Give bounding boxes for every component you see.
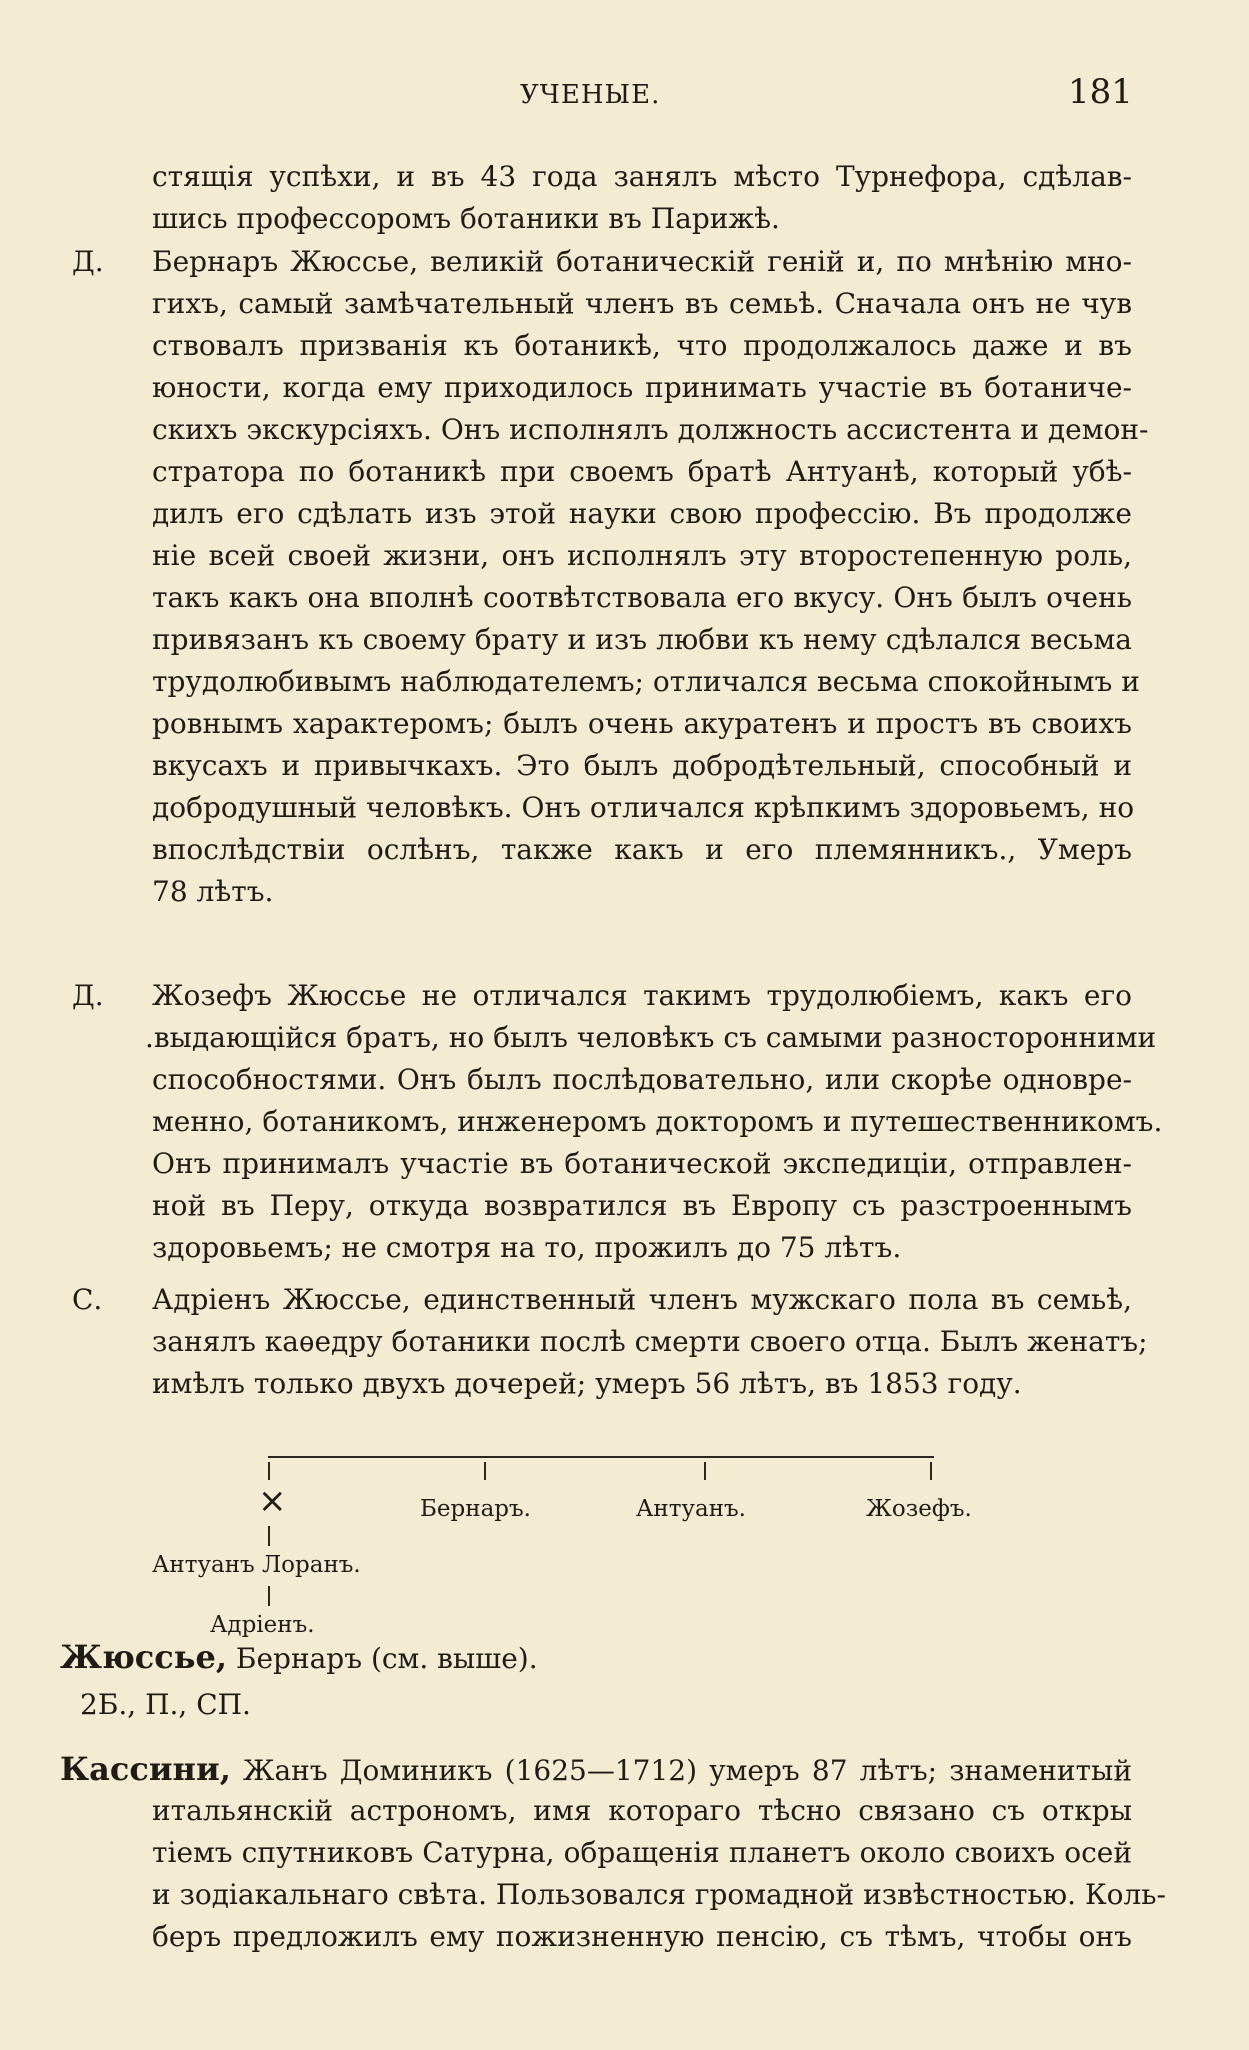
tree-tick <box>930 1462 932 1480</box>
tree-child-bernard: Бернаръ. <box>420 1496 531 1522</box>
page-header <box>0 72 1249 118</box>
text-line: тіемъ спутниковъ Сатурна, обращенія планетъ около своихъ осей <box>152 1836 1132 1869</box>
text-line: такъ какъ она вполнѣ соотвѣтствовала его вкусу. Онъ былъ очень <box>152 581 1132 614</box>
tree-child-joseph: Жозефъ. <box>866 1496 972 1522</box>
paragraph-marker: Д. <box>72 979 104 1012</box>
text-line: привязанъ къ своему брату и изъ любви къ нему сдѣлался весьма <box>152 623 1132 656</box>
text-line: дилъ его сдѣлать изъ этой науки свою профессію. Въ продолже <box>152 497 1132 530</box>
text-line: Жозефъ Жюссье не отличался такимъ трудолюбіемъ, какъ его <box>152 979 1132 1012</box>
page-number: 181 <box>1068 72 1133 112</box>
entry-name: Жюссье, <box>60 1638 227 1676</box>
text-line: Онъ принималъ участіе въ ботанической экспедиціи, отправлен- <box>152 1147 1132 1180</box>
text-line: стратора по ботаникѣ при своемъ братѣ Антуанѣ, который убѣ- <box>152 455 1132 488</box>
text-line: беръ предложилъ ему пожизненную пенсію, съ тѣмъ, чтобы онъ <box>152 1920 1132 1953</box>
tree-link <box>268 1586 270 1606</box>
text-line: имѣлъ только двухъ дочерей; умеръ 56 лѣтъ, въ 1853 году. <box>152 1367 1022 1400</box>
entry-text: Жанъ Доминикъ (1625—1712) умеръ 87 лѣтъ; знаменитый <box>230 1754 1132 1787</box>
running-head: УЧЕНЫЕ. <box>520 80 661 110</box>
tree-branch-line <box>268 1456 934 1458</box>
text-line: Адріенъ Жюссье, единственный членъ мужскаго пола въ семьѣ, <box>152 1283 1132 1316</box>
text-line: шись профессоромъ ботаники въ Парижѣ. <box>152 202 780 235</box>
text-line: трудолюбивымъ наблюдателемъ; отличался весьма спокойнымъ и <box>152 665 1140 698</box>
text-line: Бернаръ Жюссье, великій ботаническій геній и, по мнѣнію мно- <box>152 245 1132 278</box>
tree-great-grandchild: Адріенъ. <box>210 1612 315 1638</box>
text-line: стящія успѣхи, и въ 43 года занялъ мѣсто Турнефора, сдѣлав- <box>152 160 1132 193</box>
tree-tick <box>704 1462 706 1480</box>
tree-tick <box>484 1462 486 1480</box>
text-line: ровнымъ характеромъ; былъ очень акуратенъ и простъ въ своихъ <box>152 707 1132 740</box>
tree-grandchild: Антуанъ Лоранъ. <box>152 1552 361 1578</box>
entry-cassini-first-line <box>60 1752 1132 1788</box>
text-line: .выдающійся братъ, но былъ человѣкъ съ самыми разносторонними <box>145 1021 1157 1054</box>
family-tree <box>0 1440 1249 1660</box>
text-line: юности, когда ему приходилось принимать участіе въ ботаниче- <box>152 371 1132 404</box>
text-line: здоровьемъ; не смотря на то, прожилъ до 75 лѣтъ. <box>152 1231 902 1264</box>
text-line: итальянскій астрономъ, имя котораго тѣсно связано съ откры <box>152 1794 1132 1827</box>
text-line: менно, ботаникомъ, инженеромъ докторомъ и путешественникомъ. <box>152 1105 1163 1138</box>
text-line: ной въ Перу, откуда возвратился въ Европу съ разстроеннымъ <box>152 1189 1132 1222</box>
text-line: ніе всей своей жизни, онъ исполнялъ эту второстепенную роль, <box>152 539 1132 572</box>
text-line: добродушный человѣкъ. Онъ отличался крѣпкимъ здоровьемъ, но <box>152 791 1135 824</box>
text-line: гихъ, самый замѣчательный членъ въ семьѣ. Сначала онъ не чув <box>152 287 1132 320</box>
tree-child-antoine: Антуанъ. <box>636 1496 746 1522</box>
tree-cross-mark: × <box>258 1481 287 1521</box>
text-line: и зодіакальнаго свѣта. Пользовался громадной извѣстностью. Коль- <box>152 1878 1166 1911</box>
text-line: вкусахъ и привычкахъ. Это былъ добродѣтельный, способный и <box>152 749 1132 782</box>
entry-text: Бернаръ (см. выше). <box>226 1642 538 1675</box>
paragraph-marker: Д. <box>72 245 104 278</box>
paragraph-marker: С. <box>72 1283 103 1316</box>
entry-jussieu <box>60 1640 1040 1676</box>
tree-link <box>268 1526 270 1546</box>
text-line: ствовалъ призванія къ ботаникѣ, что продолжалось даже и въ <box>152 329 1132 362</box>
entry-codes: 2Б., П., СП. <box>80 1688 251 1721</box>
tree-tick <box>268 1462 270 1480</box>
text-line: 78 лѣтъ. <box>152 875 274 908</box>
text-line: занялъ каѳедру ботаники послѣ смерти своего отца. Былъ женатъ; <box>152 1325 1148 1358</box>
text-line: скихъ экскурсіяхъ. Онъ исполнялъ должность ассистента и демон- <box>152 413 1149 446</box>
text-line: способностями. Онъ былъ послѣдовательно, или скорѣе одновре- <box>152 1063 1132 1096</box>
text-line: впослѣдствіи ослѣнъ, также какъ и его племянникъ., Умеръ <box>152 833 1132 866</box>
entry-name: Кассини, <box>60 1750 231 1788</box>
